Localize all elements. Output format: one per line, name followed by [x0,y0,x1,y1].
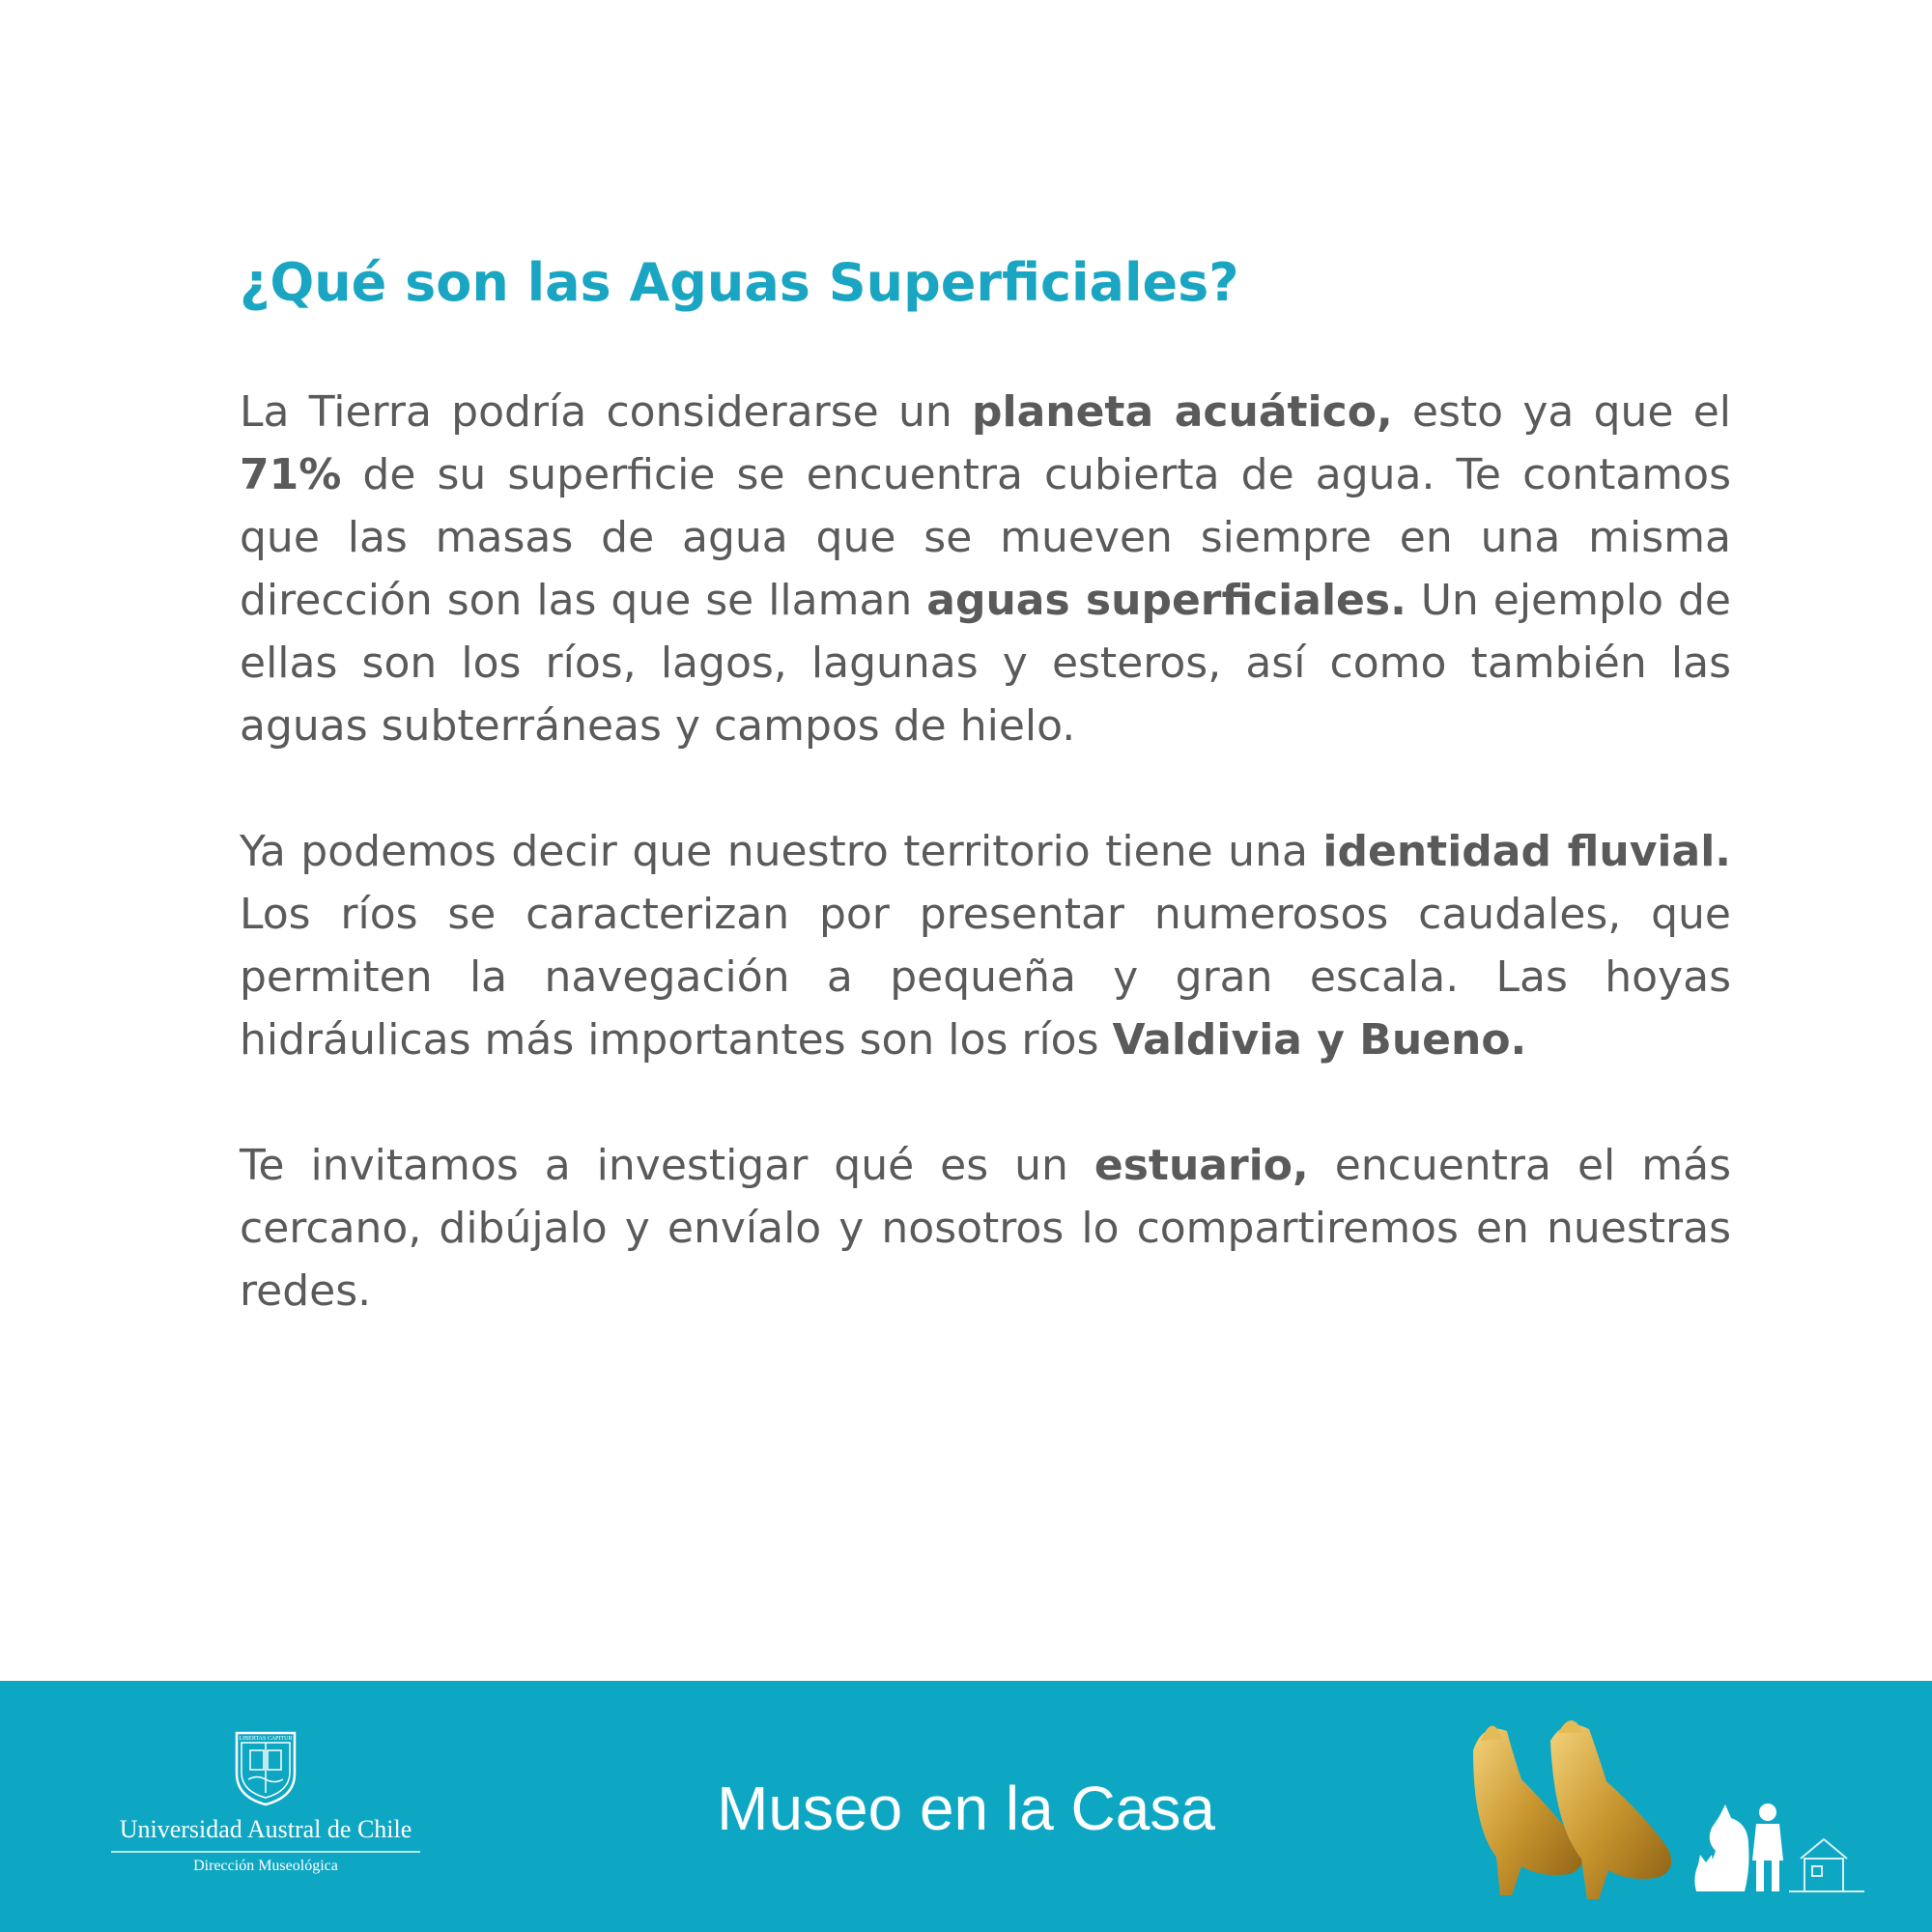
department-name: Dirección Museológica [193,1858,338,1874]
bold-identidad-fluvial: identidad fluvial. [1322,827,1731,876]
bold-rivers: Valdivia y Bueno. [1112,1015,1527,1065]
page-title: ¿Qué son las Aguas Superficiales? [240,252,1239,313]
paragraph-territory [240,820,1731,1071]
footer-title: Museo en la Casa [717,1774,1215,1843]
main-content [240,249,1731,1385]
bold-planeta-acuatico: planeta acuático, [972,387,1393,437]
text-span: La Tierra podría considerarse un [240,387,972,437]
text-span: de su superficie se encuentra cubierta de agua. Te contamos que las masas de agua que se mueven siempre en una misma dirección son las que se llaman [240,450,1731,625]
text-span: Los ríos se caracterizan por presentar numerosos caudales, que permiten la navegación a pequeña y gran escala. Las hoyas hidráulicas más importantes son los ríos [240,890,1731,1065]
text-span: Te invitamos a investigar qué es un [240,1141,1094,1190]
university-name: Universidad Austral de Chile [119,1815,412,1843]
text-span: Un ejemplo de ellas son los ríos, lagos, lagunas y esteros, así como también las aguas subterráneas y campos de hielo. [240,576,1731,751]
paragraph-intro [240,381,1731,757]
bold-percentage: 71% [240,450,342,499]
bold-estuario: estuario, [1094,1141,1309,1190]
family-pets-house-icon [1692,1799,1866,1897]
university-logo [106,1729,425,1884]
seal-motto: LIBERTAS CAPITUR [239,1736,293,1742]
golden-shoes-image [1454,1712,1686,1905]
bold-aguas-superficiales: aguas superficiales. [926,576,1406,625]
text-span: esto ya que el [1392,387,1731,437]
university-seal-icon [231,1729,300,1806]
text-span: Ya podemos decir que nuestro territorio tiene una [240,827,1323,876]
paragraph-invitation [240,1134,1731,1322]
logo-divider [111,1851,420,1853]
text-span: encuentra el más cercano, dibújalo y envíalo y nosotros lo compartiremos en nuestras redes. [240,1141,1731,1316]
